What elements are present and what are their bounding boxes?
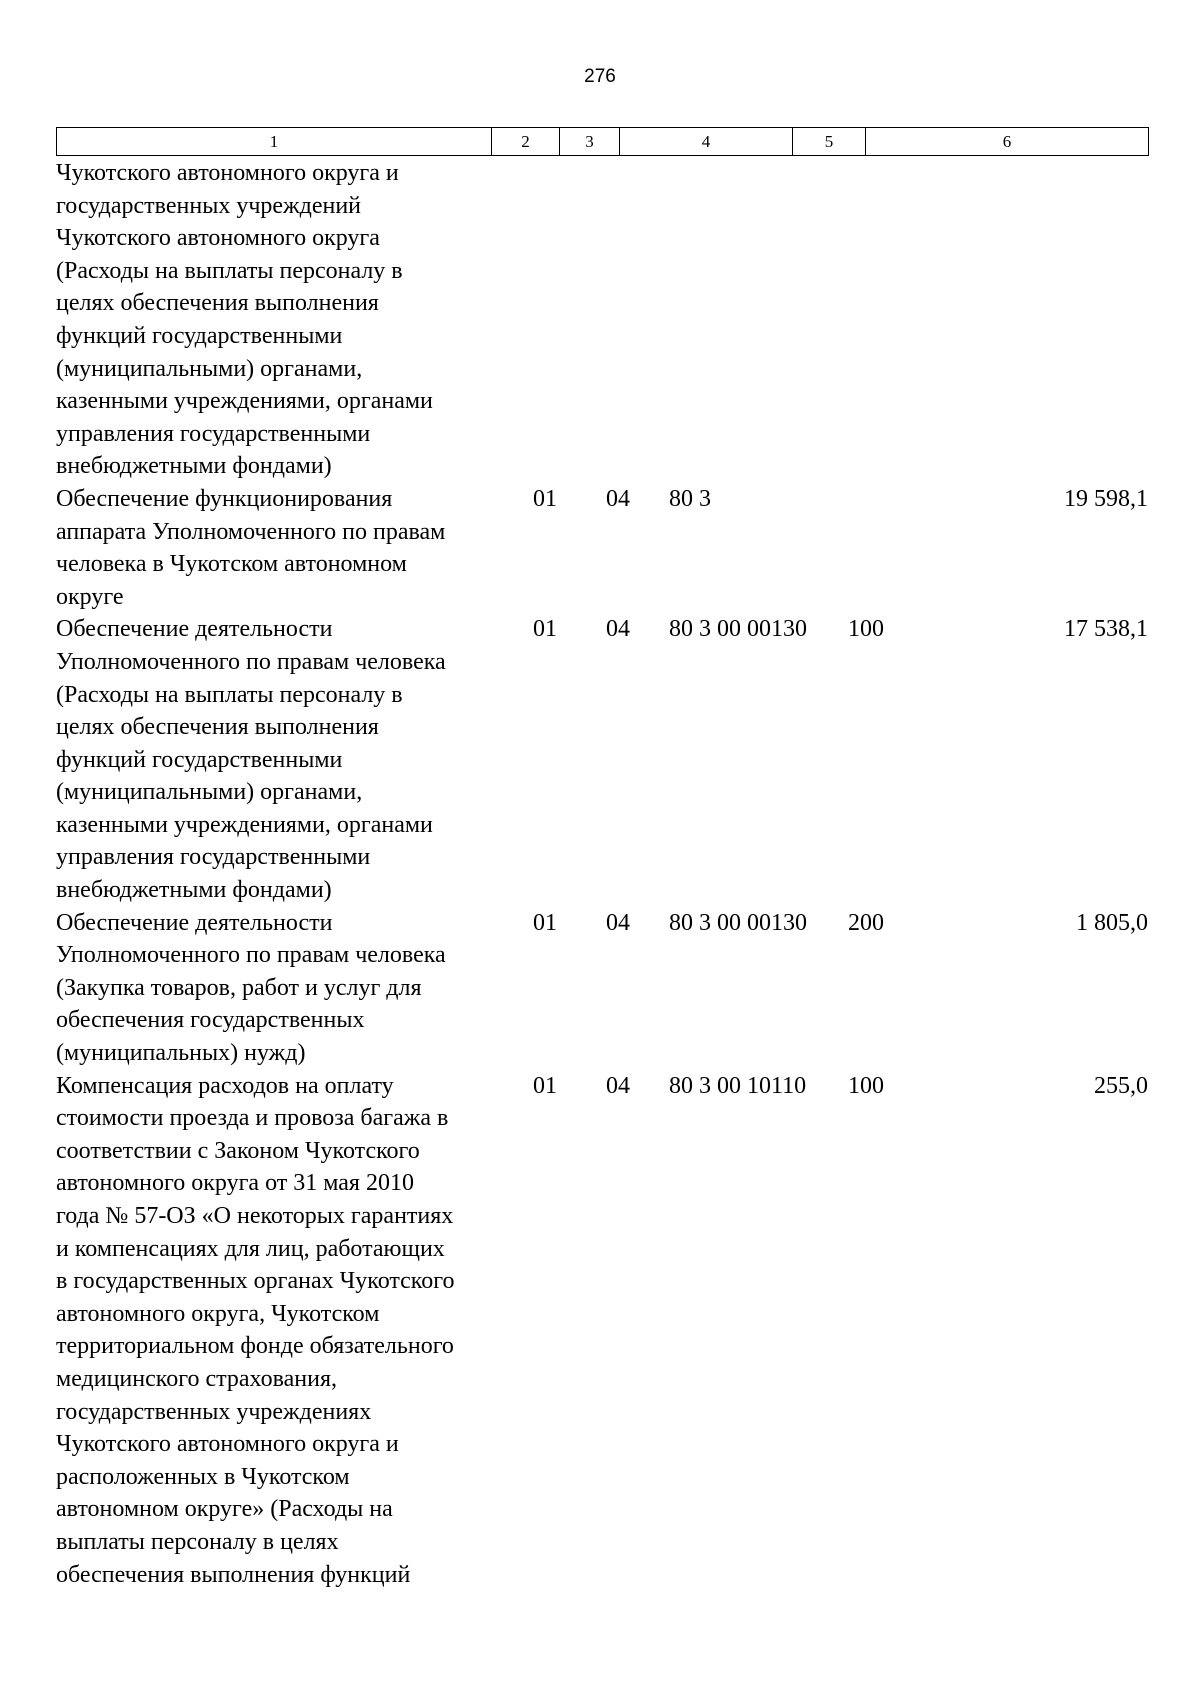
column-header-table	[56, 127, 1149, 156]
table-row	[56, 907, 1148, 1070]
table-row	[56, 613, 1148, 906]
row-section-code: 01	[533, 1072, 557, 1099]
row-amount: 19 598,1	[1064, 485, 1148, 512]
table-row	[56, 483, 1148, 613]
row-subsection-code: 04	[606, 616, 630, 643]
column-header-3: 3	[560, 128, 620, 156]
table-row	[56, 1070, 1148, 1592]
row-description: Обеспечение функционирования аппарата Уполномоченного по правам человека в Чукотском автономном округе	[56, 485, 446, 610]
row-target-article-code: 80 3 00 10110	[669, 1072, 807, 1099]
column-header-6: 6	[866, 128, 1149, 156]
row-expense-type-code: 100	[848, 1072, 884, 1099]
column-header-2: 2	[492, 128, 560, 156]
row-amount: 255,0	[1094, 1072, 1148, 1099]
budget-rows	[56, 157, 1148, 1591]
column-header-1: 1	[57, 128, 492, 156]
row-target-article-code: 80 3 00 00130	[669, 616, 807, 643]
table-row	[56, 157, 1148, 483]
row-target-article-code: 80 3 00 00130	[669, 909, 807, 936]
row-description: Обеспечение деятельности Уполномоченного по правам человека (Закупка товаров, работ и услуг для обеспечения государственных (муниципальных) нужд)	[56, 909, 446, 1067]
row-amount: 1 805,0	[1076, 909, 1148, 936]
column-header-row	[57, 128, 1149, 156]
row-amount: 17 538,1	[1064, 616, 1148, 643]
row-expense-type-code: 100	[848, 616, 884, 643]
row-description: Обеспечение деятельности Уполномоченного по правам человека (Расходы на выплаты персоналу в целях обеспечения выполнения функций государственными (муниципальными) органами, казенными учреждениями, органами управления государственными внебюджетными фондами)	[56, 616, 446, 904]
row-subsection-code: 04	[606, 485, 630, 512]
row-description: Чукотского автономного округа и государственных учреждений Чукотского автономного округа (Расходы на выплаты персоналу в целях обеспечения выполнения функций государственными (муниципальными) органами, казенными учреждениями, органами управления государственными внебюджетными фондами)	[56, 160, 433, 480]
row-section-code: 01	[533, 616, 557, 643]
row-subsection-code: 04	[606, 1072, 630, 1099]
row-subsection-code: 04	[606, 909, 630, 936]
row-target-article-code: 80 3	[669, 485, 711, 512]
row-description: Компенсация расходов на оплату стоимости проезда и провоза багажа в соответствии с Законом Чукотского автономного округа от 31 мая 2010 года № 57-ОЗ «О некоторых гарантиях и компенсациях для лиц, работающих в государственных органах Чукотского автономного округа, Чукотском территориальном фонде обязательного медицинского страхования, государственных учреждениях Чукотского автономного округа и расположенных в Чукотском автономном округе» (Расходы на выплаты персоналу в целях обеспечения выполнения функций	[56, 1072, 455, 1588]
column-header-5: 5	[793, 128, 866, 156]
row-expense-type-code: 200	[848, 909, 884, 936]
page-number: 276	[584, 66, 616, 87]
row-section-code: 01	[533, 485, 557, 512]
column-header-4: 4	[620, 128, 793, 156]
row-section-code: 01	[533, 909, 557, 936]
